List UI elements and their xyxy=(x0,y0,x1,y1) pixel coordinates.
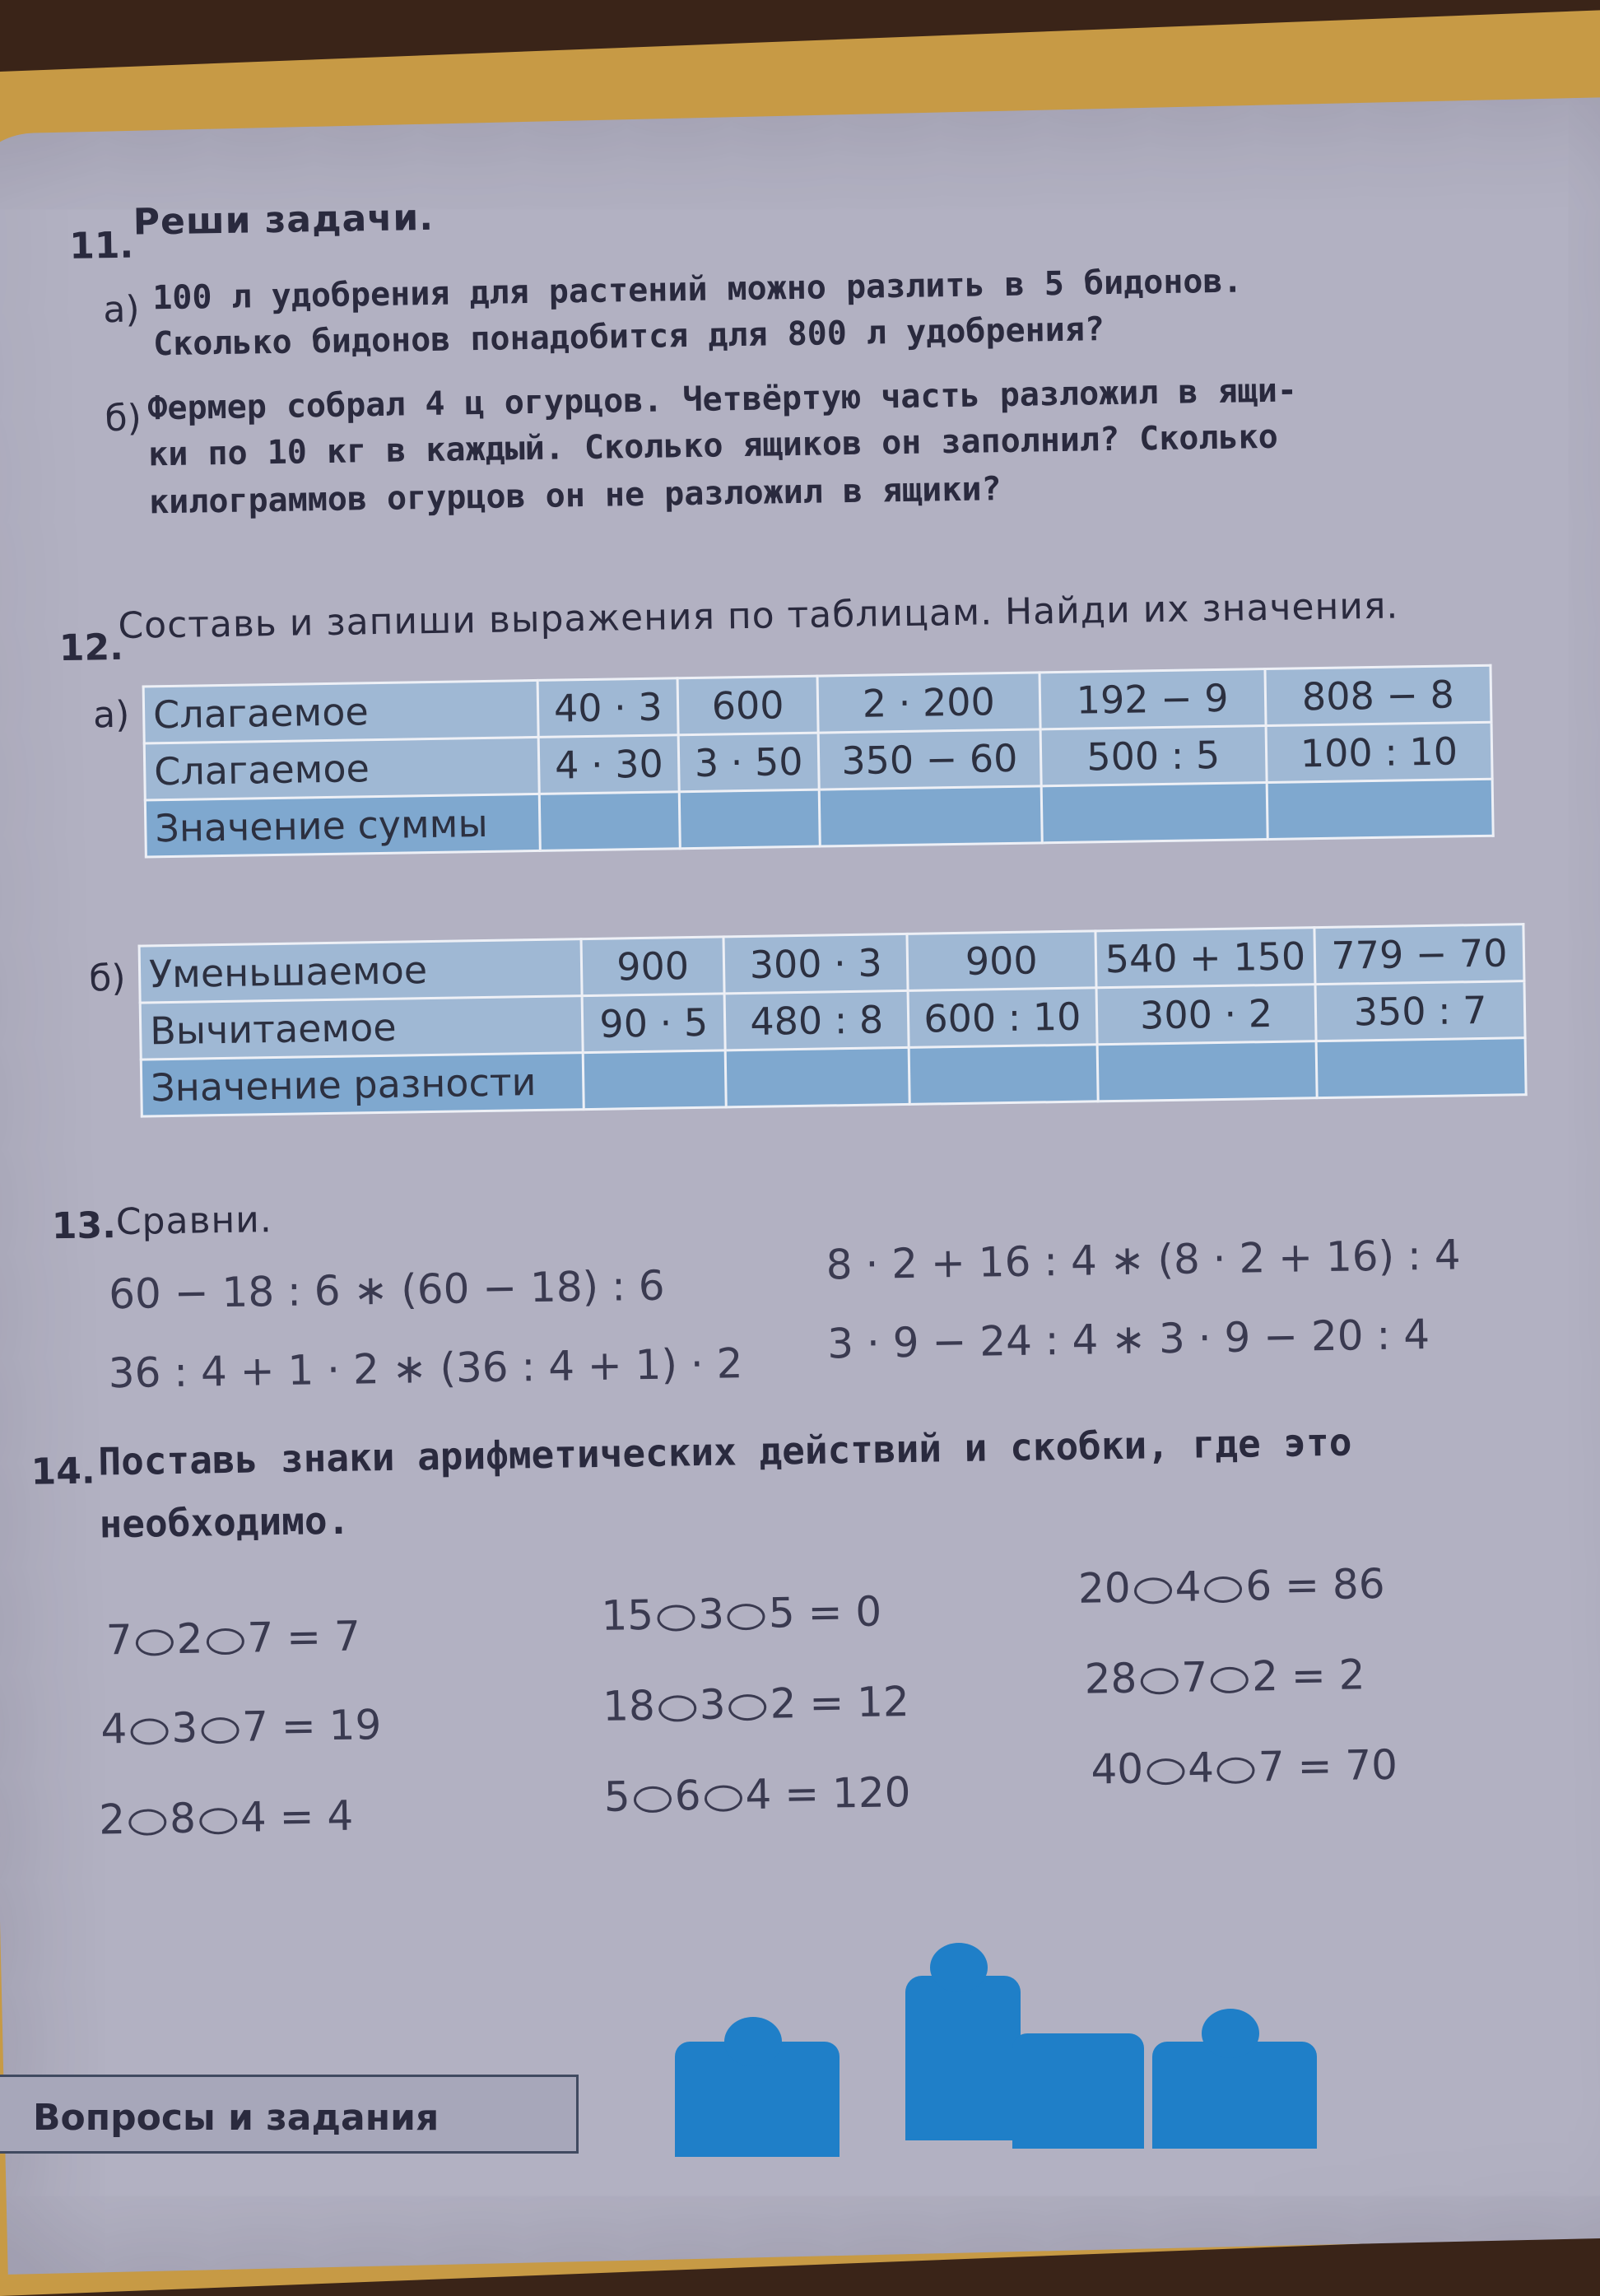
result: = 0 xyxy=(807,1587,882,1637)
row-label: Значение разности xyxy=(141,1053,584,1116)
operator-blank[interactable] xyxy=(657,1604,695,1632)
operand: 2 xyxy=(1251,1651,1279,1701)
task-11b-line-1: Фермер собрал 4 ц огурцов. Четвёртую часть разложил в ящи- xyxy=(147,371,1298,428)
equation-item xyxy=(602,1678,909,1730)
operator-blank[interactable] xyxy=(634,1786,672,1813)
operand: 2 xyxy=(98,1795,126,1844)
result: = 4 xyxy=(279,1791,354,1842)
operator-blank[interactable] xyxy=(1147,1758,1184,1785)
table-cell: 500 : 5 xyxy=(1040,726,1267,786)
row-label: Слагаемое xyxy=(144,737,539,800)
table-cell: 350 : 7 xyxy=(1315,981,1525,1041)
table-cell: 100 : 10 xyxy=(1266,722,1492,782)
operator-blank[interactable] xyxy=(728,1603,765,1630)
answer-cell[interactable] xyxy=(909,1045,1098,1105)
operand: 28 xyxy=(1084,1654,1137,1703)
result: = 2 xyxy=(1291,1651,1365,1700)
task-13-number: 13. xyxy=(51,1204,117,1248)
task-11a-line-1: 100 л удобрения для растений можно разлить в 5 бидонов. xyxy=(151,262,1243,318)
equation-item xyxy=(1084,1651,1365,1702)
table-cell: 540 + 150 xyxy=(1095,928,1315,988)
table-cell: 779 − 70 xyxy=(1314,924,1524,985)
task-11b-line-2: ки по 10 кг в каждый. Сколько ящиков он заполнил? Сколько xyxy=(147,417,1279,474)
puzzle-knob-icon xyxy=(930,1943,988,1992)
task-11b-label: б) xyxy=(105,397,142,440)
comparison-expression: 3 · 9 − 24 : 4 ∗ 3 · 9 − 20 : 4 xyxy=(826,1311,1430,1368)
table-cell: 192 − 9 xyxy=(1040,669,1266,729)
table-cell: 350 − 60 xyxy=(818,729,1041,789)
operand: 4 xyxy=(1174,1562,1202,1611)
operand: 7 xyxy=(246,1614,274,1662)
operator-blank[interactable] xyxy=(1211,1666,1249,1693)
task-11-number: 11. xyxy=(68,224,134,268)
row-label: Уменьшаемое xyxy=(139,939,582,1003)
equation-item xyxy=(99,1792,354,1844)
operand: 18 xyxy=(602,1681,656,1730)
operand: 3 xyxy=(697,1590,725,1639)
table-cell: 300 · 2 xyxy=(1096,985,1316,1045)
table-cell: 300 · 3 xyxy=(723,934,907,993)
operand: 4 xyxy=(1187,1744,1215,1792)
result: = 120 xyxy=(784,1768,911,1819)
task-11b-line-3: килограммов огурцов он не разложил в ящики? xyxy=(148,470,1002,522)
answer-cell[interactable] xyxy=(679,789,820,849)
equation-item xyxy=(100,1701,382,1753)
task-14-number: 14. xyxy=(30,1450,95,1493)
operand: 6 xyxy=(1244,1562,1272,1610)
answer-cell[interactable] xyxy=(1097,1041,1317,1101)
operand: 20 xyxy=(1077,1563,1132,1613)
operator-blank[interactable] xyxy=(704,1785,742,1812)
table-cell: 900 xyxy=(907,931,1096,991)
operand: 5 xyxy=(768,1589,796,1637)
task-11a-label: а) xyxy=(103,288,140,332)
operator-blank[interactable] xyxy=(1140,1667,1178,1694)
answer-cell[interactable] xyxy=(819,786,1042,846)
equation-item xyxy=(1078,1560,1385,1613)
task-13-title: Сравни. xyxy=(115,1199,273,1244)
task-14-line-2: необходимо. xyxy=(99,1497,351,1547)
operand: 4 xyxy=(100,1704,128,1753)
table-cell: 480 : 8 xyxy=(725,990,909,1050)
table-cell: 40 · 3 xyxy=(537,678,678,738)
operator-blank[interactable] xyxy=(135,1629,173,1656)
answer-cell[interactable] xyxy=(726,1047,909,1106)
result: = 70 xyxy=(1297,1740,1398,1791)
addition-table xyxy=(142,664,1495,859)
task-11a-line-2: Сколько бидонов понадобится для 800 л удобрения? xyxy=(152,310,1105,364)
operand: 7 xyxy=(1258,1742,1286,1791)
answer-cell[interactable] xyxy=(583,1050,727,1110)
comparison-expression: 60 − 18 : 6 ∗ (60 − 18) : 6 xyxy=(108,1261,666,1319)
operand: 15 xyxy=(600,1590,654,1640)
row-label: Вычитаемое xyxy=(140,996,583,1060)
answer-cell[interactable] xyxy=(1267,779,1493,839)
row-label: Слагаемое xyxy=(143,680,538,743)
operand: 7 xyxy=(105,1615,133,1665)
operand: 8 xyxy=(169,1794,197,1843)
puzzle-knob-icon xyxy=(1202,2009,1259,2058)
table-cell: 4 · 30 xyxy=(539,735,680,794)
operand: 6 xyxy=(674,1772,701,1820)
operand: 2 xyxy=(770,1679,797,1728)
puzzle-piece-icon xyxy=(905,1976,1021,2140)
operator-blank[interactable] xyxy=(728,1693,766,1721)
table-cell: 900 xyxy=(581,937,725,996)
answer-cell[interactable] xyxy=(540,792,681,851)
puzzle-knob-icon xyxy=(724,2017,782,2066)
operand: 7 xyxy=(1180,1653,1208,1702)
operand: 3 xyxy=(699,1680,727,1730)
comparison-expression: 8 · 2 + 16 : 4 ∗ (8 · 2 + 16) : 4 xyxy=(826,1231,1461,1289)
equation-item xyxy=(105,1612,360,1664)
footer-heading: Вопросы и задания xyxy=(33,2097,440,2139)
equation-item xyxy=(603,1768,910,1821)
operator-blank[interactable] xyxy=(130,1718,168,1745)
operand: 7 xyxy=(241,1702,269,1751)
operator-blank[interactable] xyxy=(201,1716,239,1744)
operator-blank[interactable] xyxy=(1204,1576,1242,1603)
table-cell: 600 : 10 xyxy=(908,988,1097,1048)
operand: 3 xyxy=(170,1703,198,1753)
subtraction-table xyxy=(138,923,1528,1117)
operator-blank[interactable] xyxy=(128,1809,166,1836)
operand: 5 xyxy=(603,1772,631,1821)
task-12-number: 12. xyxy=(58,626,124,670)
answer-cell[interactable] xyxy=(1316,1038,1526,1098)
table-cell: 90 · 5 xyxy=(582,994,726,1053)
row-label: Значение суммы xyxy=(145,794,540,857)
task-14-line-1: Поставь знаки арифметических действий и скобки, где это xyxy=(98,1419,1352,1484)
footer-section-box xyxy=(0,2075,579,2154)
result: = 86 xyxy=(1284,1559,1385,1609)
equation-item xyxy=(1091,1741,1398,1794)
table-cell: 3 · 50 xyxy=(678,733,819,792)
operator-blank[interactable] xyxy=(1217,1757,1255,1784)
operand: 2 xyxy=(176,1614,203,1663)
result: = 7 xyxy=(286,1612,361,1661)
equation-item xyxy=(601,1588,882,1640)
answer-cell[interactable] xyxy=(1041,783,1267,843)
operator-blank[interactable] xyxy=(1133,1576,1171,1604)
puzzle-piece-icon xyxy=(1012,2033,1144,2149)
task-12b-label: б) xyxy=(88,957,126,1000)
table-cell: 2 · 200 xyxy=(817,673,1040,733)
operator-blank[interactable] xyxy=(206,1628,244,1655)
operator-blank[interactable] xyxy=(658,1695,696,1722)
operator-blank[interactable] xyxy=(199,1807,237,1834)
task-12-title: Составь и запиши выражения по таблицам. Найди их значения. xyxy=(118,584,1399,647)
operand: 4 xyxy=(240,1793,267,1842)
comparison-expression: 36 : 4 + 1 · 2 ∗ (36 : 4 + 1) · 2 xyxy=(108,1339,743,1398)
operand: 40 xyxy=(1090,1744,1144,1794)
operand: 4 xyxy=(745,1770,772,1819)
task-11-title: Реши задачи. xyxy=(133,196,435,244)
table-cell: 808 − 8 xyxy=(1265,665,1491,725)
result: = 19 xyxy=(281,1701,382,1750)
task-12a-label: а) xyxy=(92,693,130,737)
table-cell: 600 xyxy=(677,676,818,735)
result: = 12 xyxy=(808,1678,910,1727)
